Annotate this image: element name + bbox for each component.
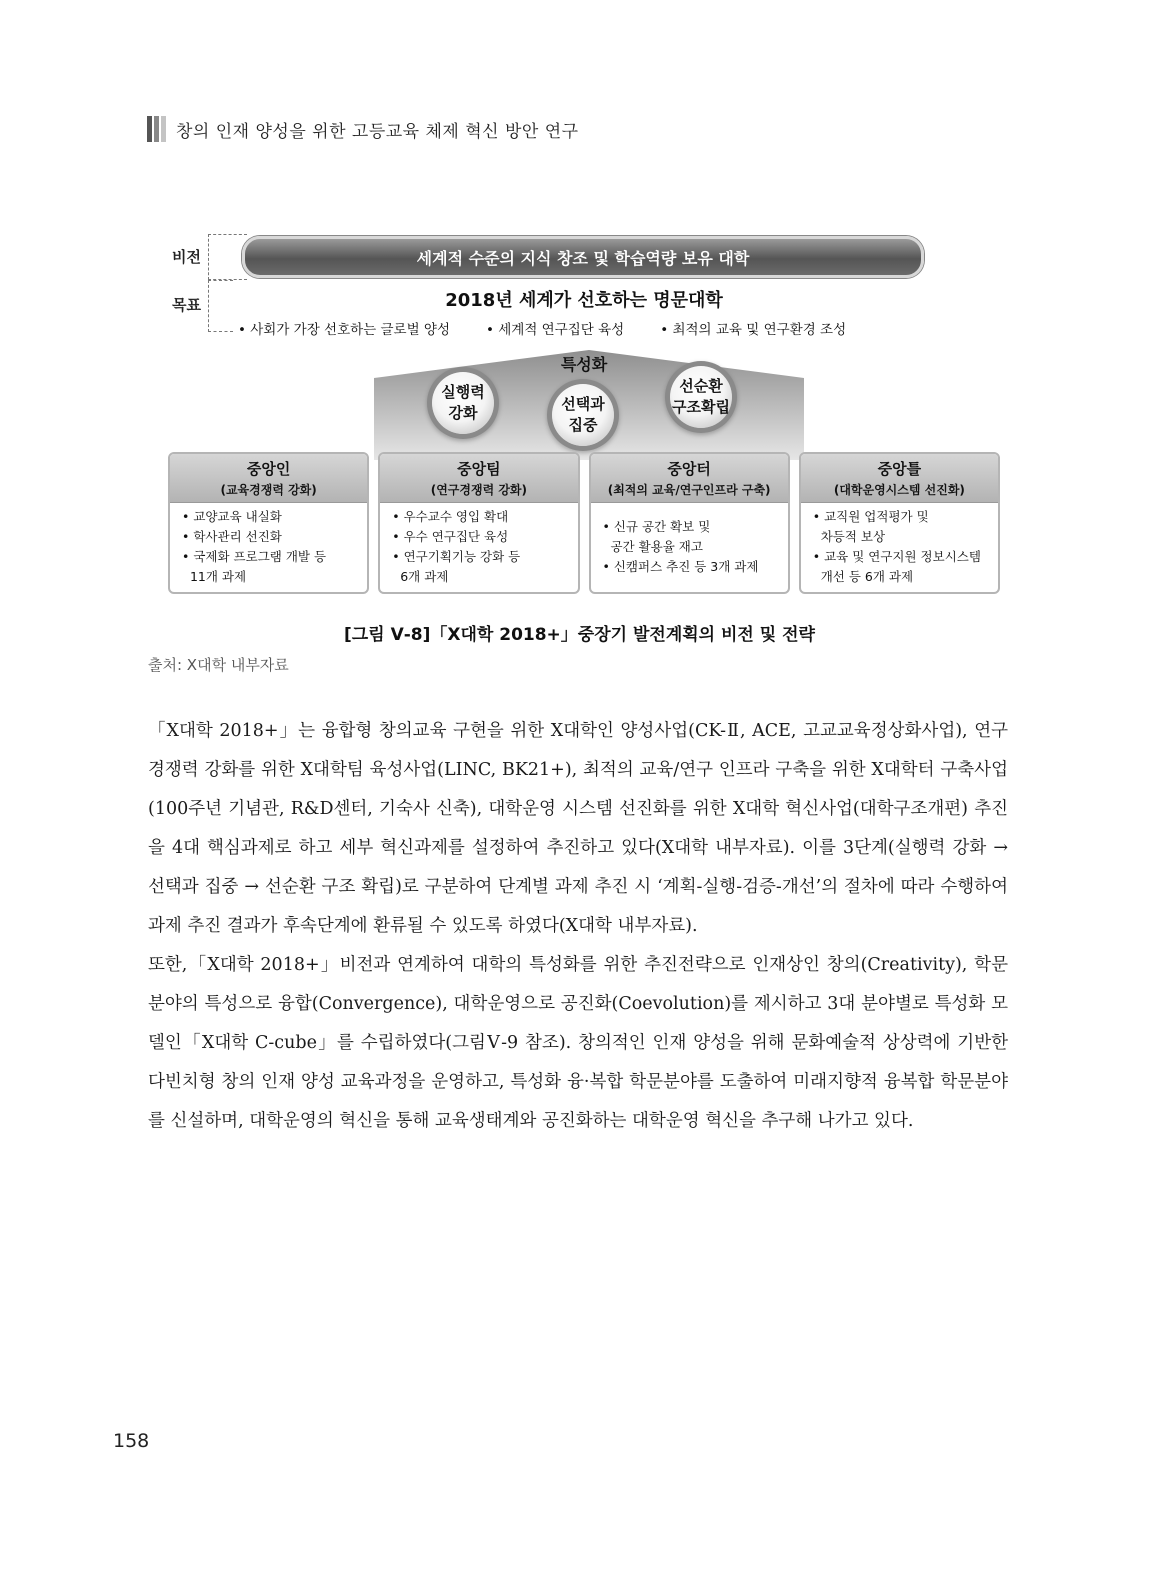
goal-title: 2018년 세계가 선호하는 명문대학 <box>445 290 723 311</box>
box-title: 중앙팀 <box>457 460 501 478</box>
running-header-text: 창의 인재 양성을 위한 고등교육 체제 혁신 방안 연구 <box>176 121 579 142</box>
box-item: • 연구기획기능 강화 등 <box>392 548 521 564</box>
strategy-figure <box>168 232 1000 607</box>
strategy-boxes <box>168 452 1000 594</box>
box-item: • 교직원 업적평가 및 <box>812 508 929 524</box>
box-item: • 국제화 프로그램 개발 등 <box>182 548 327 564</box>
strategy-box <box>378 452 579 594</box>
goal-bullet: • 최적의 교육 및 연구환경 조성 <box>660 322 847 338</box>
specialization-label: 특성화 <box>560 355 608 374</box>
paragraph: 또한,「X대학 2018+」비전과 연계하여 대학의 특성화를 위한 추진전략으로 인재상인 창의(Creativity), 학문분야의 특성으로 융합(Convergence), 대학운영으로 공진화(Coevolution)를 제시하고 3대 분야별로 특성화 모델인「X대학 C-cube」를 수립하였다(그림Ⅴ-9 참조). 창의적인 인재 양성을 위해 문화예술적 상상력에 기반한 다빈치형 창의 인재 양성 교육과정을 운영하고, 특성화 융·복합 학문분야를 도출하여 미래지향적 융복합 학문분야를 신설하며, 대학운영의 혁신을 통해 교육생태계와 공진화하는 대학운영 혁신을 추구해 나가고 있다. <box>148 955 1008 1131</box>
circle-execution: 실행력 강화 <box>432 372 494 434</box>
box-subtitle: (연구경쟁력 강화) <box>430 483 528 497</box>
goal-bullet: • 사회가 가장 선호하는 글로벌 양성 <box>238 322 450 338</box>
box-item: 11개 과제 <box>182 568 247 584</box>
box-title: 중앙터 <box>667 460 711 478</box>
box-item: • 우수교수 영입 확대 <box>392 508 509 524</box>
goal-bullet: • 세계적 연구집단 육성 <box>486 322 625 338</box>
goal-label: 목표 <box>172 296 201 314</box>
page-number: 158 <box>113 1430 150 1452</box>
circle-selection: 선택과 집중 <box>552 384 614 446</box>
box-item: • 우수 연구집단 육성 <box>392 528 509 544</box>
box-title: 중앙틀 <box>877 460 922 478</box>
vision-label: 비전 <box>172 248 201 266</box>
box-title: 중앙인 <box>246 460 291 478</box>
vision-banner: 세계적 수준의 지식 창조 및 학습역량 보유 대학 <box>242 236 924 278</box>
box-item: • 교양교육 내실화 <box>182 508 282 524</box>
box-item: • 교육 및 연구지원 정보시스템 <box>812 548 981 564</box>
box-item: 개선 등 6개 과제 <box>812 568 914 584</box>
goal-bullets <box>238 318 882 338</box>
box-item: • 신규 공간 확보 및 <box>602 518 711 534</box>
box-item: 공간 활용율 재고 <box>602 538 703 554</box>
box-item: 6개 과제 <box>392 568 449 584</box>
body-text <box>148 712 1008 1141</box>
box-item: • 학사관리 선진화 <box>182 528 282 544</box>
strategy-box <box>168 452 369 594</box>
figure-source: 출처: X대학 내부자료 <box>148 656 289 674</box>
circle-virtuous-cycle: 선순환 구조확립 <box>670 366 732 428</box>
box-item: 차등적 보상 <box>812 528 886 544</box>
paragraph: 「X대학 2018+」는 융합형 창의교육 구현을 위한 X대학인 양성사업(CK-Ⅱ, ACE, 고교교육정상화사업), 연구경쟁력 강화를 위한 X대학팀 육성사업(LINC, BK21+), 최적의 교육/연구 인프라 구축을 위한 X대학터 구축사업(100주년 기념관, R&D센터, 기숙사 신축), 대학운영 시스템 선진화를 위한 X대학 혁신사업(대학구조개편) 추진을 4대 핵심과제로 하고 세부 혁신과제를 설정하여 추진하고 있다(X대학 내부자료). 이를 3단계(실행력 강화 → 선택과 집중 → 선순환 구조 확립)로 구분하여 단계별 과제 추진 시 ‘계획-실행-검증-개선’의 절차에 따라 수행하여 과제 추진 결과가 후속단계에 환류될 수 있도록 하였다(X대학 내부자료). <box>148 721 1008 936</box>
box-item: • 신캠퍼스 추진 등 3개 과제 <box>602 558 759 574</box>
box-subtitle: (대학운영시스템 선진화) <box>833 483 965 497</box>
running-header <box>147 116 579 142</box>
box-subtitle: (최적의 교육/연구인프라 구축) <box>607 483 771 497</box>
strategy-box <box>589 452 790 594</box>
box-subtitle: (교육경쟁력 강화) <box>220 483 317 497</box>
header-bars-icon <box>147 116 166 142</box>
strategy-box <box>799 452 1000 594</box>
figure-caption: [그림 Ⅴ-8]「X대학 2018+」중장기 발전계획의 비전 및 전략 <box>344 625 815 645</box>
